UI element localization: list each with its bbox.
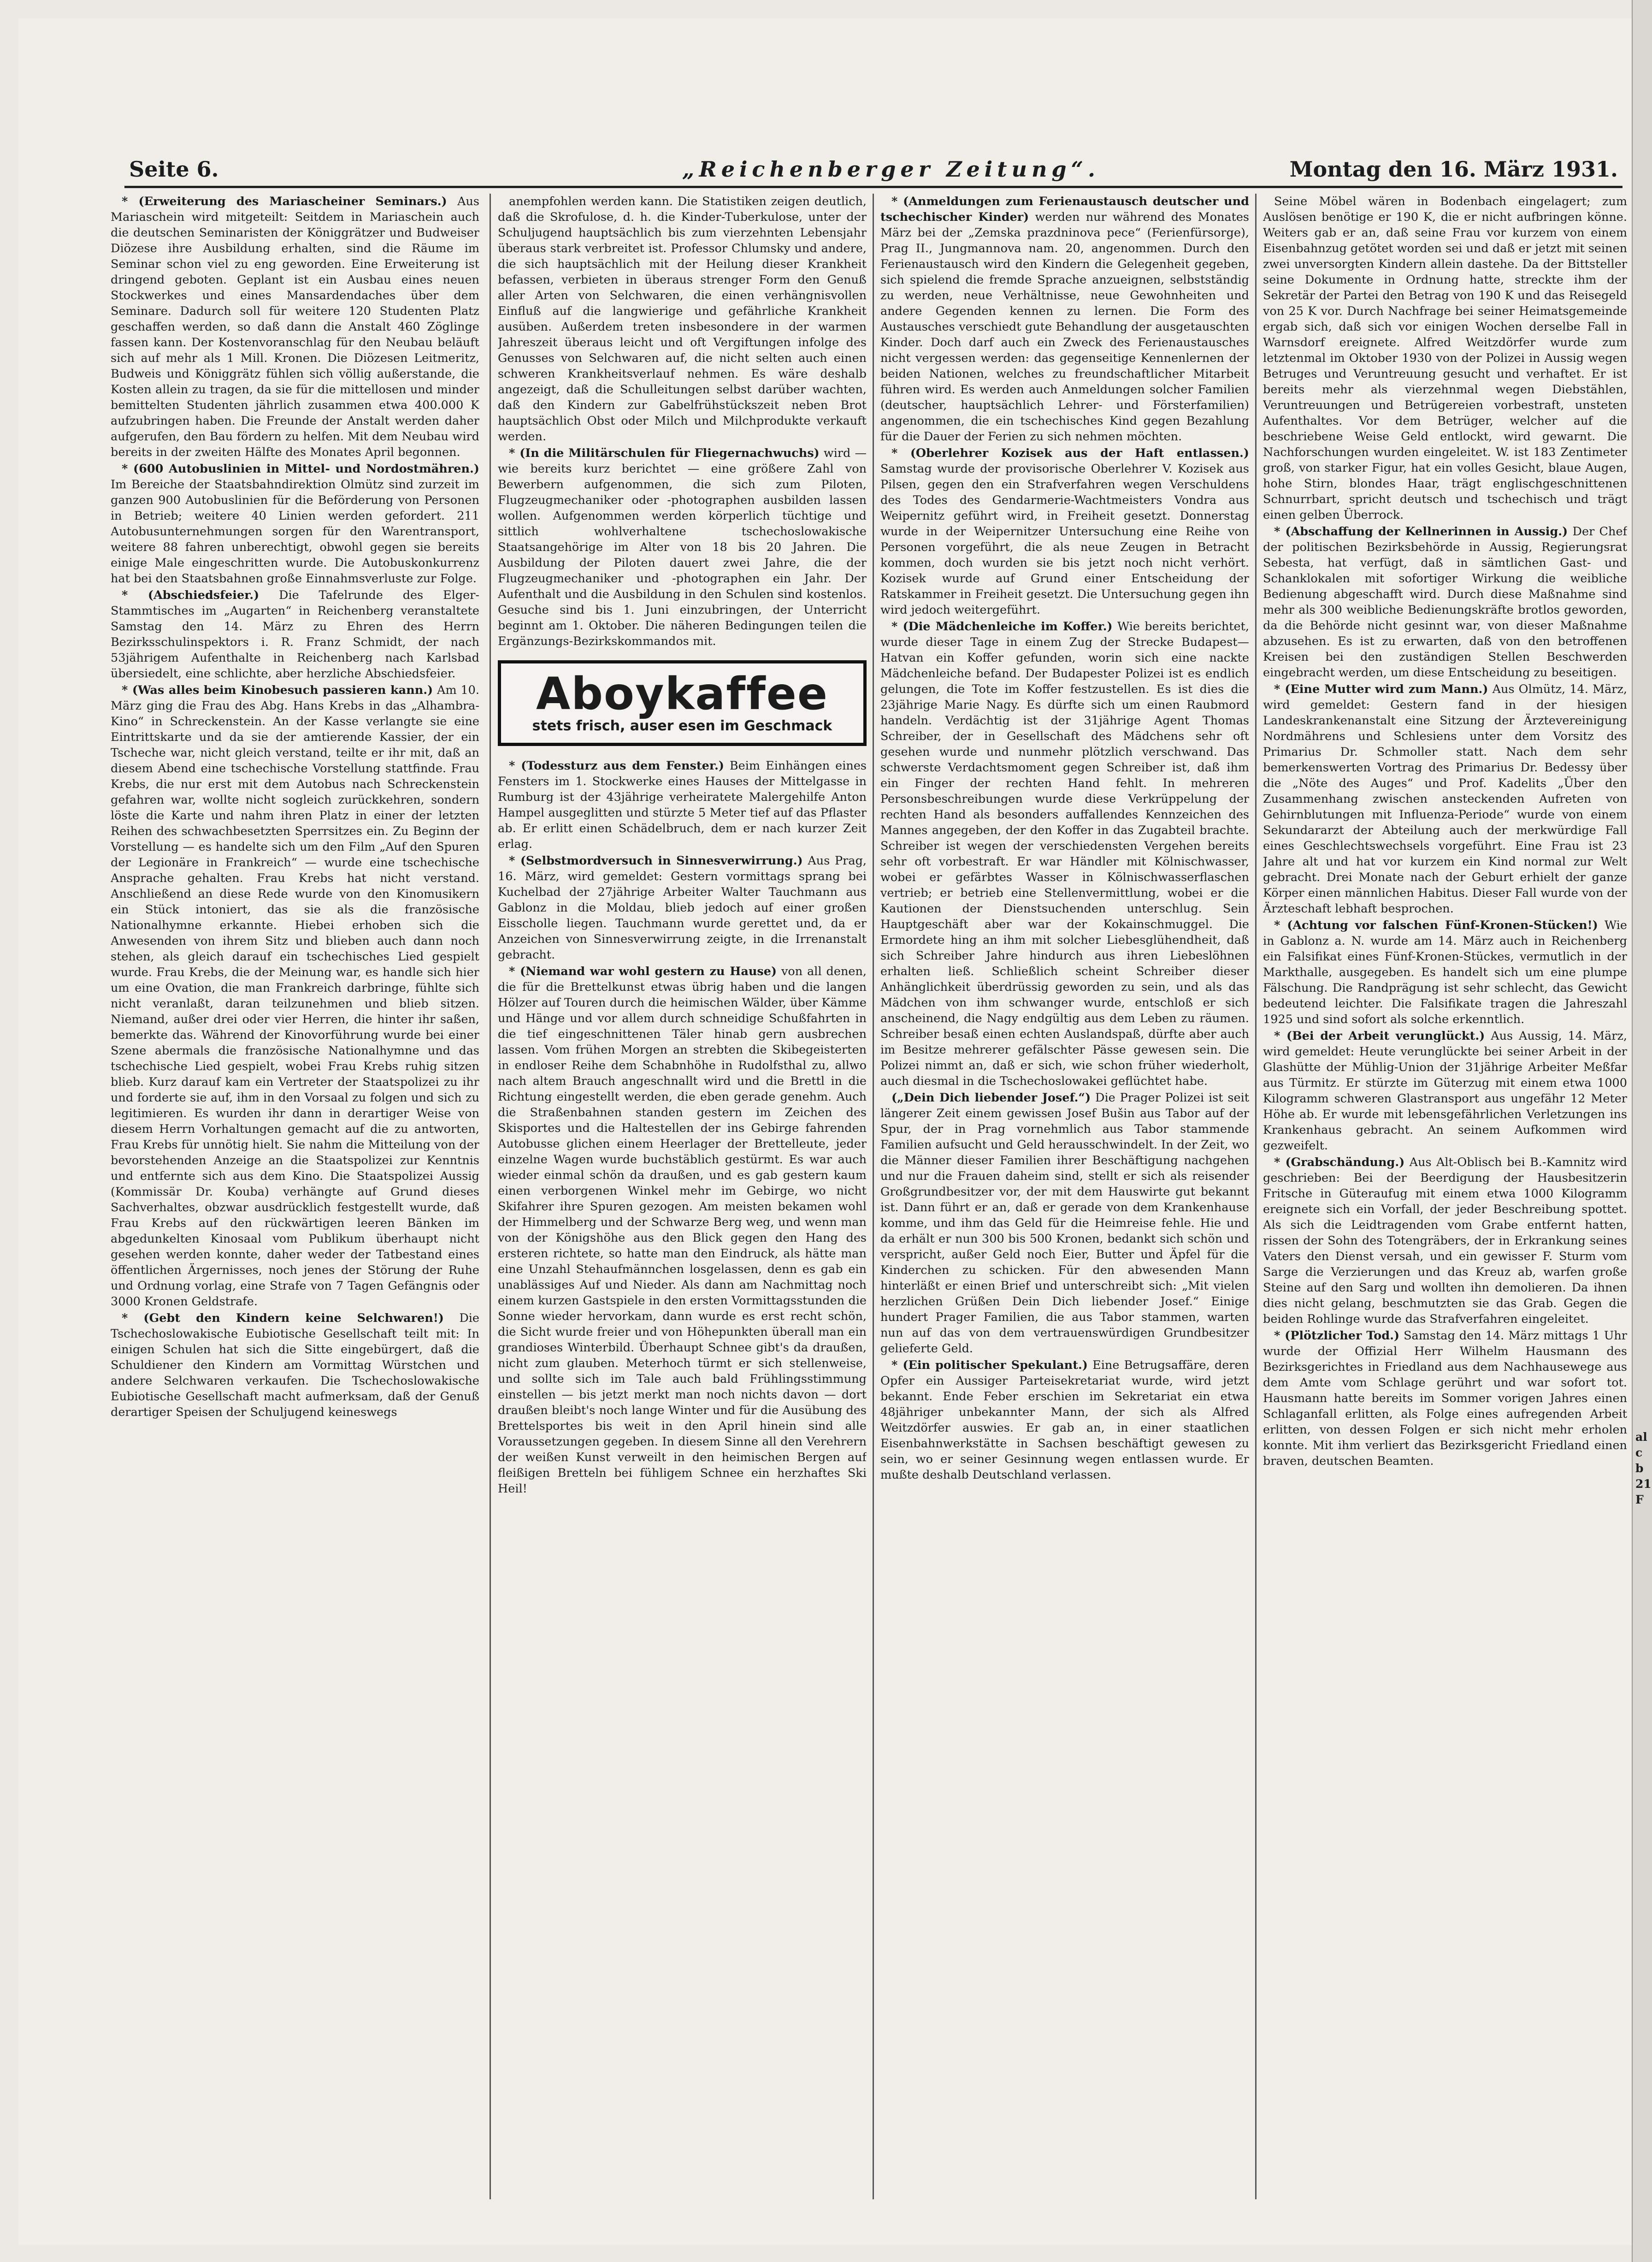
article-headline: * (Eine Mutter wird zum Mann.) [1274,682,1488,696]
article-headline: * (Ein politischer Spekulant.) [891,1358,1088,1372]
news-article [111,1310,479,1420]
article-headline: * (Todessturz aus dem Fenster.) [509,759,724,773]
article-body: Aus Aussig, 14. März, wird gemeldet: Heute verunglückte bei seiner Arbeit in der Glashütte der Mühlig-Union der 31jährige Arbeiter Meßfar aus Türmitz. Er stürzte im Güterzug mit einem etwa 1000 Kilogramm schweren Glastransport aus ungefähr 12 Meter Höhe ab. Er wurde mit lebensgefährlichen Verletzungen ins Krankenhaus gebracht. An seinem Aufkommen wird gezweifelt. [1263,1029,1627,1153]
article-headline: * (Anmeldungen zum Ferienaustausch deutscher und tschechischer Kinder) [880,195,1249,224]
column-divider [1255,194,1257,2199]
article-body: wird — wie bereits kurz berichtet — eine größere Zahl von Bewerbern aufgenommen, die sich zum Piloten, Flugzeugmechaniker oder -photographen ausbilden lassen wollen. Aufgenommen werden körperlich tüchtige und sittlich wohlverhaltene tschechoslowakische Staatsangehörige im Alter von 18 bis 20 Jahren. Die Ausbildung der Piloten dauert zwei Jahre, die der Flugzeugmechaniker und -photographen ein Jahr. Der Aufenthalt und die Ausbildung in den Schulen sind kostenlos. Gesuche sind bis 1. Juni einzubringen, der Unterricht beginnt am 1. Oktober. Die näheren Bedingungen teilen die Ergänzungs-Bezirkskommandos mit. [498,446,867,648]
column-1 [111,194,479,2222]
news-article [880,445,1249,618]
column-4 [1263,194,1627,2222]
article-body: Beim Einhängen eines Fensters im 1. Stockwerke eines Hauses der Mittelgasse in Rumburg ist der 43jährige verheiratete Malergehilfe Anton Hampel ausgeglitten und stürzte 5 Meter tief auf das Pflaster ab. Er erlitt einen Schädelbruch, dem er nach kurzer Zeit erlag. [498,759,867,851]
article-body: Aus Alt-Oblisch bei B.-Kamnitz wird geschrieben: Bei der Beerdigung der Hausbesitzerin Fritsche in Güteraufug mit einem etwa 1000 Kilogramm ereignete sich ein Vorfall, der jeder Beschreibung spottet. Als sich die Leidtragenden vom Grabe entfernt hatten, rissen der Sohn des Totengräbers, der in Erkrankung seines Vaters den Dienst versah, und ein gewisser F. Sturm vom Sarge die Verzierungen und das Kreuz ab, warfen große Steine auf den Sarg und wollten ihn demolieren. Da ihnen dies nicht gelang, beschmutzten sie das Grab. Gegen die beiden Rohlinge wurde das Strafverfahren eingeleitet. [1263,1155,1627,1326]
article-body: von all denen, die für die Brettelkunst etwas übrig haben und die langen Hölzer auf Touren durch die heimischen Wälder, über Kämme und Hänge und vor allem durch schneidige Schußfahrten in die tief eingeschnittenen Täler hinab gern ausbrechen lassen. Vom frühen Morgen an strebten die Skibegeisterten in endloser Reihe dem Schabnhöhe in Rudolfsthal zu, allwo nach altem Brauch angeschnallt wird und die Brettl in die Richtung eingestellt werden, die eben gerade genehm. Auch die Straßenbahnen standen gestern im Zeichen des Skisportes und die Haltestellen der ins Gebirge fahrenden Autobusse glichen einem Heerlager der Brettelleute, jeder einzelne Wagen wurde buchstäblich gestürmt. Es war auch wieder einmal schön da draußen, und es gab gestern kaum einen verborgenen Winkel mehr im Gebirge, wo nicht Skifahrer ihre Spuren gezogen. Am meisten bekamen wohl der Himmelberg und der Schwarze Berg weg, und wenn man von der Königshöhe aus den Blick gegen den Hang des ersteren richtete, so hatte man den Eindruck, als hätte man eine Unzahl Stehaufmännchen losgelassen, denn es gab ein unablässiges Auf und Nieder. Als dann am Nachmittag noch einem kurzen Gastspiele in den ersten Vormittagsstunden die Sonne wieder hervorkam, dann wurde es erst recht schön, die Sicht wurde freier und von Höhepunkten überall man ein grandioses Winterbild. Überhaupt Schnee gibt's da draußen, nicht zum glauben. Meterhoch türmt er sich stellenweise, und sollte sich im Tale auch bald Frühlingsstimmung einstellen — bis jetzt merkt man noch nichts davon — dort draußen bleibt's noch lange Winter und für die Ausübung des Brettelsportes bis weit in den April hinein sind alle Voraussetzungen gegeben. In diesem Sinne all den Verehrern der weißen Kunst verweilt in den heimischen Bergen auf fleißigen Bretteln bei fühligem Schnee ein herzhaftes Ski Heil! [498,965,867,1496]
adjacent-page-edge [1632,0,1652,2262]
page-number: Seite 6. [129,157,219,182]
news-article [498,964,867,1497]
news-article [880,1357,1249,1483]
column-2 [498,194,867,2222]
article-headline: * (Niemand war wohl gestern zu Hause) [509,965,777,978]
news-article [880,1090,1249,1356]
article-body: Die Tafelrunde des Elger-Stammtisches im „Augarten“ in Reichenberg veranstaltete Samstag den 14. März zu Ehren des Herrn Bezirksschulinspektors i. R. Franz Schmidt, der nach 53jährigem Aufenthalte in Reichenberg nach Karlsbad übersiedelt, eine schlichte, aber herzliche Abschiedsfeier. [111,588,479,681]
article-headline: * (Grabschändung.) [1274,1155,1405,1169]
news-article [1263,194,1627,523]
article-headline: * (Selbstmordversuch in Sinnesverwirrung.) [509,854,803,868]
news-article [1263,1328,1627,1469]
news-article [498,758,867,852]
article-body: werden nur während des Monates März bei der „Zemska prazdninova pece“ (Ferienfürsorge), Prag II., Jungmannova nam. 20, angenommen. Durch den Ferienaustausch wird den Kindern die Gelegenheit gegeben, sich spielend die fremde Sprache anzueignen, selbstständig zu werden, neue Verhältnisse, neue Gewohnheiten und andere Gegenden kennen zu lernen. Die Form des Austausches verschiedt gute Behandlung der ausgetauschten Kinder. Doch darf auch ein Zweck des Ferienaustausches nicht vergessen werden: das gegenseitige Kennenlernen der beiden Nationen, welches zu freundschaftlicher Mitarbeit führen wird. Es werden auch Anmeldungen solcher Familien (deutscher, hauptsächlich Lehrer- und Försterfamilien) angenommen, die ein tschechisches Kind gegen Bezahlung für die Dauer der Ferien zu sich nehmen möchten. [880,210,1249,444]
news-article [880,619,1249,1089]
article-headline: * (Abschaffung der Kellnerinnen in Aussig.) [1274,525,1568,539]
article-body: Samstag wurde der provisorische Oberlehrer V. Kozisek aus Pilsen, gegen den ein Strafverfahren wegen Verschuldens des Todes des Gendarmerie-Wachtmeisters Vondra aus Weipernitz geführt wird, in Freiheit gesetzt. Donnerstag wurde in der Weipernitzer Untersuchung eine Reihe von Personen vorgeführt, die als neue Zeugen in Betracht kommen, doch wurden sie bis jetzt noch nicht verhört. Kozisek wurde auf Grund einer Entscheidung der Ratskammer in Freiheit gesetzt. Die Untersuchung gegen ihn wird jedoch weitergeführt. [880,462,1249,617]
news-article [1263,1028,1627,1154]
article-body: Seine Möbel wären in Bodenbach eingelagert; zum Auslösen benötige er 190 K, die er nicht aufbringen könne. Weiters gab er an, daß seine Frau vor kurzem von einem Eisenbahnzug getötet worden sei und daß er jetzt mit seinen zwei unversorgten Kindern allein dastehe. Da der Bittsteller seine Dokumente in Ordnung hatte, streckte ihm der Sekretär der Partei den Betrag von 190 K und das Reisegeld von 25 K vor. Durch Nachfrage bei seiner Heimatsgemeinde ergab sich, daß sich vor einigen Wochen derselbe Fall in Warnsdorf ereignete. Alfred Weitzdörfer wurde zum letztenmal im Oktober 1930 von der Polizei in Aussig wegen Betruges und Veruntreuung gesucht und verhaftet. Er ist bereits mehr als vierzehnmal wegen Diebstählen, Veruntreuungen und Betrügereien vorbestraft, unsteten Aufenthaltes. Vor dem Betrüger, welcher auf die beschriebene Weise Geld entlockt, wird gewarnt. Die Nachforschungen wurden eingeleitet. W. ist 183 Zentimeter groß, von starker Figur, hat ein volles Gesicht, blaue Augen, hohe Stirn, blondes Haar, trägt englischgeschnittenen Schnurrbart, spricht deutsch und tschechisch und trägt einen gelben Überrock. [1263,195,1627,522]
article-headline: * (Plötzlicher Tod.) [1274,1329,1400,1343]
article-body: Aus Mariaschein wird mitgeteilt: Seitdem in Mariaschein auch die deutschen Seminaristen der Königgrätzer und Budweiser Diözese ihre Ausbildung erhalten, sind die Räume im Seminar schon viel zu eng geworden. Eine Erweiterung ist dringend geboten. Geplant ist ein Ausbau eines neuen Stockwerkes und eines Mansardendaches über dem Seminare. Dadurch soll für weitere 120 Studenten Platz geschaffen werden, so daß dann die Anstalt 460 Zöglinge fassen kann. Der Kostenvoranschlag für den Neubau beläuft sich auf mehr als 1 Mill. Kronen. Die Diözesen Leitmeritz, Budweis und Königgrätz fühlen sich völlig außerstande, die Kosten allein zu tragen, da sie für die mittellosen und minder bemittelten Studenten jährlich zusammen etwa 400.000 K aufzubringen haben. Die Freunde der Anstalt werden daher aufgerufen, den Bau fördern zu helfen. Mit dem Neubau wird bereits in der zweiten Hälfte des Monates April begonnen. [111,195,479,459]
news-article [880,194,1249,444]
article-body: Samstag den 14. März mittags 1 Uhr wurde der Offizial Herr Wilhelm Hausmann des Bezirksgerichtes in Friedland aus dem Nachhausewege aus dem Amte vom Schlage gerührt und war sofort tot. Hausmann hatte bereits im Sommer vorigen Jahres einen Schlaganfall erlitten, als Folge eines aufregenden Arbeit erlitten, von dessen Folgen er sich nicht mehr erholen konnte. Mit ihm verliert das Bezirksgericht Friedland einen braven, deutschen Beamten. [1263,1329,1627,1468]
news-article [1263,524,1627,681]
news-article [111,461,479,586]
news-article [1263,681,1627,917]
news-article [1263,918,1627,1027]
article-headline: * (In die Militärschulen für Fliegernachwuchs) [509,446,820,460]
article-body: Wie in Gablonz a. N. wurde am 14. März auch in Reichenberg ein Falsifikat eines Fünf-Kronen-Stückes, vermutlich in der Markthalle, ausgegeben. Es handelt sich um eine plumpe Fälschung. Die Randprägung ist sehr schlecht, das Gewicht bedeutend leichter. Die Falsifikate tragen die Jahreszahl 1925 und sind sofort als solche erkenntlich. [1263,918,1627,1026]
page-header [129,157,1618,184]
column-divider [873,194,874,2199]
newspaper-title: „Reichenberger Zeitung“. [682,157,1100,182]
news-article [498,194,867,444]
article-headline: * (Achtung vor falschen Fünf-Kronen-Stücken!) [1274,918,1598,932]
advertisement-box [498,660,867,746]
article-headline: * (Oberlehrer Kozisek aus der Haft entlassen.) [891,446,1249,460]
header-rule [124,186,1622,188]
article-body: Die Prager Polizei ist seit längerer Zeit einem gewissen Josef Bušin aus Tabor auf der Spur, der in Prag vornehmlich aus Tabor stammende Familien aufsucht und Geld herausschwindelt. In der Zeit, wo die Männer dieser Familien ihrer Beschäftigung nachgehen und nur die Frauen daheim sind, stellt er sich als reisender Großgrundbesitzer vor, der mit dem Hauswirte gut bekannt ist. Dann führt er an, daß er gerade von dem Krankenhause komme, und ihm das Geld für die Heimreise fehle. Hie und da erhält er nun 300 bis 500 Kronen, bedankt sich schön und verspricht, außer Geld noch Eier, Butter und Äpfel für die Kinderchen zu schicken. Für den abwesenden Mann hinterläßt er einen Brief und unterschreibt sich: „Mit vielen herzlichen Grüßen Dein Dich liebender Josef.“ Einige hundert Prager Familien, die aus Tabor stammen, warten nun auf das von dem vertrauenswürdigen Grundbesitzer gelieferte Geld. [880,1091,1249,1356]
article-body: Aus Olmütz, 14. März, wird gemeldet: Gestern fand in der hiesigen Landeskrankenanstalt eine Sitzung der Ärztevereinigung Nordmährens und Schlesiens unter dem Vorsitz des Primarius Dr. Schmoller statt. Nach dem sehr bemerkenswerten Vortrag des Primarius Dr. Bedessy über die „Nöte des Auges“ und Prof. Kadelits „Über den Zusammenhang zwischen ansteckenden Aufreten von Gehirnblutungen mit Influenza-Periode“ wurde von einem Sekundararzt der Abteilung auch der merkwürdige Fall eines Geschlechtswechsels vorgeführt. Eine Frau ist 23 Jahre alt und hat vor kurzem ein Kind normal zur Welt gebracht. Drei Monate nach der Geburt erhielt der ganze Körper einen männlichen Habitus. Dieser Fall wurde von der Ärzteschaft lebhaft besprochen. [1263,682,1627,916]
article-headline: * (Erweiterung des Mariascheiner Seminars.) [122,195,447,208]
article-headline: * (Gebt den Kindern keine Selchwaren!) [122,1311,444,1325]
news-article [111,587,479,681]
column-3 [880,194,1249,2222]
advertisement-title: Aboykaffee [536,668,828,720]
article-body: anempfohlen werden kann. Die Statistiken zeigen deutlich, daß die Skrofulose, d. h. die Kinder-Tuberkulose, unter der Schuljugend hauptsächlich bis zum vierzehnten Lebensjahr überaus stark verbreitet ist. Professor Chlumsky und andere, die sich hauptsächlich mit der Heilung dieser Krankheit befassen, verbieten in überaus strenger Form den Genuß aller Arten von Selchwaren, die einen verhängnisvollen Einfluß auf die langwierige und gefährliche Krankheit ausüben. Außerdem treten insbesondere in der warmen Jahreszeit überaus leicht und oft Vergiftungen infolge des Genusses von Selchwaren auf, die nicht selten auch einen schweren Krankheitsverlauf nehmen. Es wäre deshalb angezeigt, daß die Schulleitungen selbst darüber wachten, daß den Kindern zur Gabelfrühstückszeit neben Brot hauptsächlich Obst oder Milch und Milchprodukte verkauft werden. [498,195,867,444]
article-headline: * (Was alles beim Kinobesuch passieren kann.) [122,683,433,697]
article-body: Der Chef der politischen Bezirksbehörde in Aussig, Regierungsrat Sebesta, hat verfügt, daß in sämtlichen Gast- und Schanklokalen mit sofortiger Wirkung die weibliche Bedienung abgeschafft wird. Durch diese Maßnahme sind mehr als 300 weibliche Bedienungskräfte brotlos geworden, da die Behörde nicht gesinnt war, von dieser Maßnahme abzusehen. Es ist zu erwarten, daß von den betroffenen Kreisen bei den zuständigen Stellen Beschwerden eingebracht werden, um diese Entscheidung zu beseitigen. [1263,525,1627,680]
news-article [111,682,479,1309]
article-body: Die Tschechoslowakische Eubiotische Gesellschaft teilt mit: In einigen Schulen hat sich die Sitte eingebürgert, daß die Schuldiener den Kindern am Vormittag Würstchen und andere Selchwaren verkaufen. Die Tschechoslowakische Eubiotische Gesellschaft macht aufmerksam, daß der Genuß derartiger Speisen der Schuljugend keineswegs [111,1311,479,1419]
news-article [498,853,867,963]
article-headline: * (Bei der Arbeit verunglückt.) [1274,1029,1485,1043]
news-article [498,445,867,649]
article-body: Aus Prag, 16. März, wird gemeldet: Gestern vormittags sprang bei Kuchelbad der 27jährige Arbeiter Walter Tauchmann aus Gablonz in die Moldau, blieb jedoch auf einer großen Eisscholle liegen. Tauchmann wurde gerettet und, da er Anzeichen von Sinnesverwirrung zeigte, in die Irrenanstalt gebracht. [498,854,867,962]
article-body: Eine Betrugsaffäre, deren Opfer ein Aussiger Parteisekretariat wurde, wird jetzt bekannt. Ende Feber erschien im Sekretariat ein etwa 48jähriger unbekannter Mann, der sich als Alfred Weitzdörfer auswies. Er gab an, in einer staatlichen Eisenbahnwerkstätte in Sachsen beschäftigt gewesen zu sein, wo er seiner Gesinnung wegen entlassen wurde. Er mußte deshalb Deutschland verlassen. [880,1358,1249,1482]
article-body: Am 10. März ging die Frau des Abg. Hans Krebs in das „Alhambra-Kino“ in Schreckenstein. An der Kasse verlangte sie eine Eintrittskarte und da sie der amtierende Kassier, der ein Tscheche war, nicht gleich verstand, teilte er ihr mit, daß an diesem Abend eine tschechische Vorstellung stattfinde. Frau Krebs, die nur erst mit dem Autobus nach Schreckenstein gefahren war, wollte nicht sogleich zurückkehren, sondern löste die Karte und nahm ihren Platz in einer der letzten Reihen des schwachbesetzten Sperrsitzes ein. Zu Beginn der Vorstellung — es handelte sich um den Film „Auf den Spuren der Legionäre in Frankreich“ — wurde eine tschechische Ansprache gehalten. Frau Krebs hat nicht verstand. Anschließend an diese Rede wurde von den Kinomusikern ein Stück intoniert, das sie als die französische Nationalhymne erkannte. Hiebei erhoben sich die Anwesenden von ihrem Sitz und blieben auch dann noch stehen, als gleich darauf ein tschechisches Lied gespielt wurde. Frau Krebs, die der Meinung war, es handle sich hier um eine Ovation, die man Frankreich darbringe, fühlte sich nicht veranlaßt, daran teilzunehmen und blieb sitzen. Niemand, außer drei oder vier Herren, die hinter ihr saßen, bemerkte das. Während der Kinovorführung wurde bei einer Szene abermals die französische Nationalhymne und das tschechische Lied gespielt, wobei Frau Krebs ruhig sitzen blieb. Kurz darauf kam ein Vertreter der Staatspolizei zu ihr und forderte sie auf, ihm in den Vorsaal zu folgen und sich zu legitimieren. Es wurden ihr dann in derartiger Weise von diesem Herrn Vorhaltungen gemacht auf die zu antworten, Frau Krebs für unnötig hielt. Sie nahm die Mitteilung von der bevorstehenden Anzeige an die Staatspolizei zur Kenntnis und entfernte sich aus dem Kino. Die Staatspolizei Aussig (Kommissär Dr. Kouba) verhängte auf Grund dieses Sachverhaltes, obzwar ausdrücklich festgestellt wurde, daß Frau Krebs auf den rückwärtigen leeren Bänken im abgedunkelten Kinosaal vom Publikum überhaupt nicht gesehen werden konnte, daher weder der Tatbestand eines öffentlichen Ärgernisses, noch jenes der Störung der Ruhe und Ordnung vorlag, eine Strafe von 7 Tagen Gefängnis oder 3000 Kronen Geldstrafe. [111,683,479,1309]
adjacent-page-text: al c b 21 F [1635,1430,1652,1506]
news-article [111,194,479,460]
article-headline: („Dein Dich liebender Josef.“) [891,1091,1091,1105]
article-body: Im Bereiche der Staatsbahndirektion Olmütz sind zurzeit im ganzen 900 Autobuslinien für die Beförderung von Personen in Betrieb; weitere 40 Linien werden gefordert. 211 Autobusunternehmungen sorgen für den Warentransport, weitere 88 fahren unberechtigt, obwohl gegen sie bereits einige Male eingeschritten wurde. Die Autobuskonkurrenz hat bei den Staatsbahnen große Einnahmsverluste zur Folge. [111,478,479,586]
news-article [1263,1155,1627,1327]
article-headline: * (600 Autobuslinien in Mittel- und Nordostmähren.) [122,462,479,476]
advertisement-tagline: stets frisch, auser esen im Geschmack [532,718,832,734]
article-headline: * (Die Mädchenleiche im Koffer.) [891,620,1113,634]
issue-date: Montag den 16. März 1931. [1289,157,1618,182]
column-divider [490,194,491,2199]
article-body: Wie bereits berichtet, wurde dieser Tage in einem Zug der Strecke Budapest—Hatvan ein Koffer gefunden, worin sich eine nackte Mädchenleiche befand. Der Budapester Polizei ist es endlich gelungen, die Tote im Koffer festzustellen. Es ist dies die 23jährige Marie Nagy. Es dürfte sich um einen Raubmord handeln. Verdächtig ist der 31jährige Agent Thomas Schreiber, der in Gesellschaft des Mädchens sehr oft gesehen wurde und nunmehr plötzlich verschwand. Das schwerste Verdachtsmoment gegen Schreiber ist, daß ihm ein Finger der rechten Hand fehlt. In mehreren Personsbeschreibungen wurde diese Verkrüppelung der rechten Hand als besonders auffallendes Kennzeichen des Mannes angegeben, der den Koffer in das Zugabteil brachte. Schreiber ist wegen der verschiedensten Vergehen bereits sehr oft vorbestraft. Er war Händler mit Kölnischwasser, wobei er gefärbtes Wasser in Kölnischwasserflaschen vertrieb; er betrieb eine Stellenvermittlung, wobei er die Kautionen der Dienstsuchenden unterschlug. Sein Hauptgeschäft aber war der Kokainschmuggel. Die Ermordete hing an ihm mit solcher Liebesglühendheit, daß sich Schreiber Jahre hindurch aus ihren Liebeslöhnen erhalten ließ. Schließlich scheint Schreiber dieser Anhänglichkeit überdrüssig geworden zu sein, und als das Mädchen von ihm schwanger wurde, entschloß er sich anscheinend, die Nagy endgültig aus dem Leben zu räumen. Schreiber besaß einen echten Auslandspaß, dürfte aber auch im Besitze mehrerer gefälschter Pässe gewesen sein. Die Polizei nimmt an, daß er sich, wie schon früher wiederholt, auch diesmal in die Tschechoslowakei geflüchtet habe. [880,620,1249,1088]
article-headline: * (Abschiedsfeier.) [122,588,260,602]
